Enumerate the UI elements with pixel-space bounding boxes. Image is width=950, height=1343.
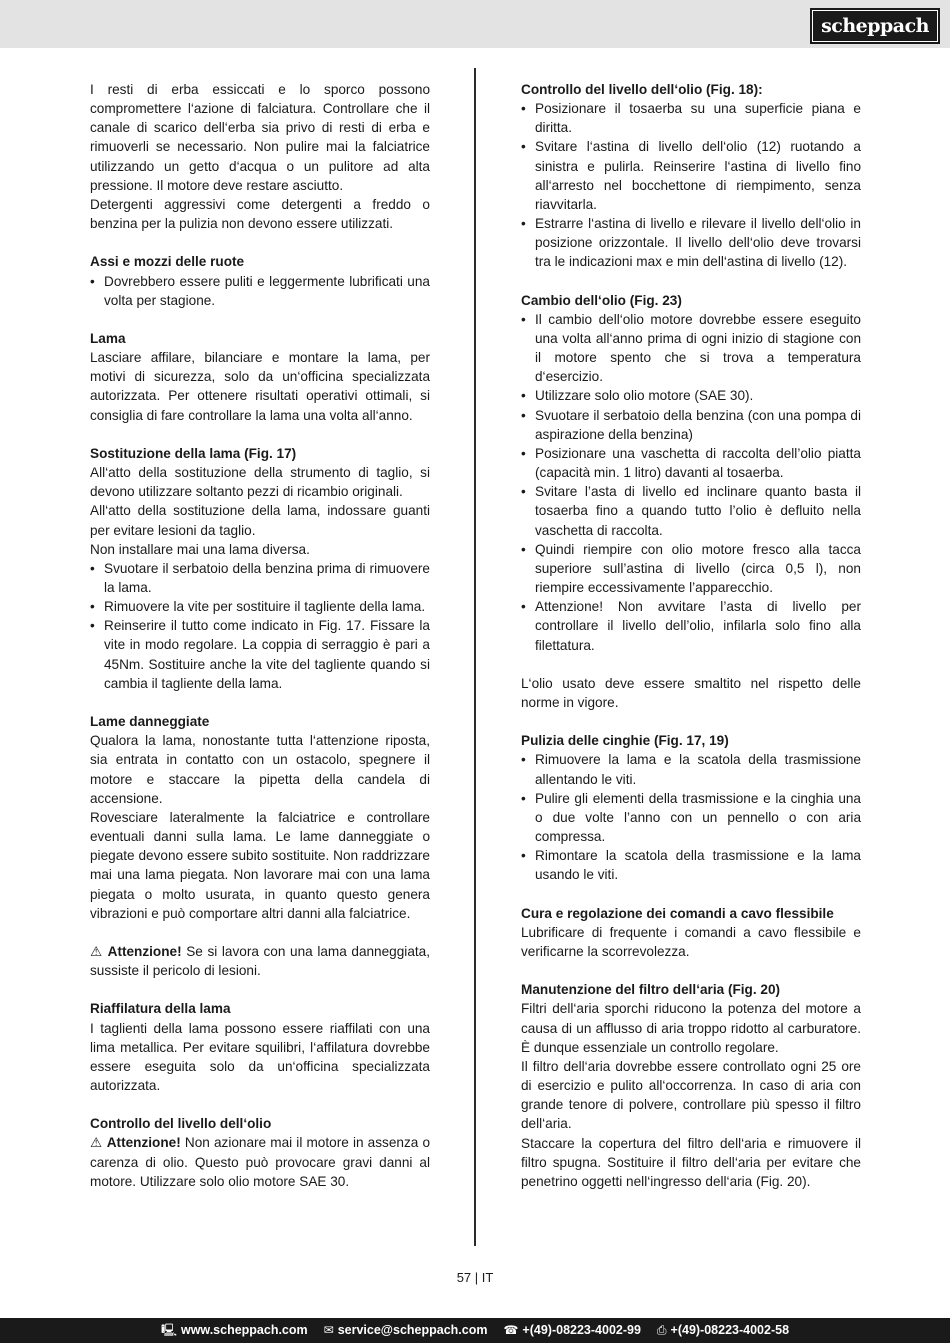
footer-website[interactable] [161, 1318, 308, 1343]
blade-replacement-list [90, 559, 430, 693]
list-item: • Reinserire il tutto come indicato in Fig. 17. Fissare la vite in modo regolare. La coppia di serraggio è pari a 45Nm. Sostituire anche la vite del tagliente quando si cambia il tagliente della lama. [90, 616, 430, 693]
blade-replacement-paragraph-3: Non installare mai una lama diversa. [90, 541, 310, 557]
air-filter-paragraph-2: Il filtro dell‘aria dovrebbe essere controllato ogni 25 ore di esercizio e pulito all‘occorrenza. In caso di aria con grande tenore di polvere, controllare più spesso il filtro dell‘aria. [521, 1058, 861, 1132]
list-item: • Svuotare il serbatoio della benzina prima di rimuovere la lama. [90, 559, 430, 597]
list-item: • Svitare l’asta di livello ed inclinare quanto basta il tosaerba fino a quando tutto l’olio è defluito nella vaschetta di raccolta. [521, 482, 861, 539]
cables-heading: Cura e regolazione dei comandi a cavo flessibile [521, 905, 834, 921]
warning-label: Attenzione! [107, 943, 182, 959]
email-text: service@scheppach.com [337, 1323, 488, 1337]
intro-paragraph-1: I resti di erba essiccati e lo sporco possono compromettere l‘azione di falciatura. Controllare che il canale di scarico dell‘erba sia privo di resti di erba e rimuoverli se necessario. Non pulire mai la falciatrice utilizzando un getto d‘acqua o un pulitore ad alta pressione. Il motore deve restare asciutto. [90, 82, 430, 193]
cables-paragraph: Lubrificare di frequente i comandi a cavo flessibile e verificarne la scorrevolezza. [521, 924, 861, 959]
footer-fax [657, 1318, 789, 1343]
air-filter-paragraph-3: Staccare la copertura del filtro dell‘aria e rimuovere il filtro spugna. Sostituire il filtro dell‘aria per evitare che penetrino oggetti nell‘ingresso dell‘aria (Fig. 20). [521, 1135, 861, 1189]
phone-icon: ☎ [503, 1323, 519, 1337]
computer-icon: 🖳︎ [160, 1323, 177, 1337]
list-item: • Pulire gli elementi della trasmissione e la cinghia una o due volte l’anno con un pennello o con aria compressa. [521, 789, 861, 846]
belts-list [521, 750, 861, 884]
scheppach-logo: scheppach [812, 10, 938, 42]
damaged-blades-paragraph-1: Qualora la lama, nonostante tutta l‘attenzione riposta, sia entrata in contatto con un ostacolo, spegnere il motore e staccare la pipetta della candela di accensione. [90, 733, 430, 806]
column-divider [474, 68, 476, 1246]
sharpening-heading: Riaffilatura della lama [90, 1001, 231, 1017]
list-item: • Svitare l‘astina di livello dell‘olio (12) ruotando a sinistra e pulirla. Reinserire l‘astina di livello fino all‘arresto nel bocchettone di riempimento, senza riavvitarla. [521, 137, 861, 214]
sharpening-paragraph: I taglienti della lama possono essere riaffilati con una lima metallica. Per evitare squilibri, l‘affilatura dovrebbe essere eseguita solo da un‘officina specializzata autorizzata. [90, 1020, 430, 1094]
list-item: • Utilizzare solo olio motore (SAE 30). [521, 386, 861, 405]
axles-list [90, 272, 430, 310]
list-item: • Dovrebbero essere puliti e leggermente lubrificati una volta per stagione. [90, 272, 430, 310]
air-filter-heading: Manutenzione del filtro dell‘aria (Fig. 20) [521, 982, 781, 998]
blade-replacement-paragraph-1: All‘atto della sostituzione della strumento di taglio, si devono utilizzare soltanto pezzi di ricambio originali. [90, 465, 430, 500]
list-item: • Il cambio dell‘olio motore dovrebbe essere eseguito una volta all‘anno prima di ogni inizio di stagione con il motore spento che si trova a temperatura d‘esercizio. [521, 310, 861, 387]
website-text: www.scheppach.com [180, 1323, 308, 1337]
list-item: • Quindi riempire con olio motore fresco alla tacca superiore sull’astina di livello (circa 0,5 l), non riempire eccessivamente l’apparecchio. [521, 540, 861, 597]
warning-text: Se si lavora con una lama danneggiata, sussiste il pericolo di lesioni. [90, 943, 430, 979]
warning-label: Attenzione! [106, 1135, 181, 1151]
blade-paragraph: Lasciare affilare, bilanciare e montare la lama, per motivi di sicurezza, solo da un‘officina specializzata autorizzata. Per ottenere risultati operativi ottimali, si consiglia di fare controllare la lama una volta all‘anno. [90, 350, 430, 423]
blade-replacement-paragraph-2: All‘atto della sostituzione della lama, indossare guanti per evitare lesioni da taglio. [90, 503, 430, 538]
phone-text: +(49)-08223-4002-99 [522, 1323, 641, 1337]
footer-email[interactable] [324, 1318, 488, 1343]
footer-bar [0, 1318, 950, 1343]
list-item: • Rimontare la scatola della trasmissione e la lama usando le viti. [521, 846, 861, 884]
right-column [521, 80, 861, 1191]
list-item: • Rimuovere la vite per sostituire il tagliente della lama. [90, 597, 430, 616]
list-item: • Posizionare una vaschetta di raccolta dell’olio piatta (capacità min. 1 litro) davanti al tosaerba. [521, 444, 861, 482]
axles-heading: Assi e mozzi delle ruote [90, 254, 245, 270]
list-item: • Svuotare il serbatoio della benzina (con una pompa di aspirazione della benzina) [521, 406, 861, 444]
warning-text: Non azionare mai il motore in assenza o carenza di olio. Questo può provocare gravi danni al motore. Utilizzare solo olio motore SAE 30. [90, 1135, 431, 1189]
mail-icon: ✉ [323, 1323, 334, 1337]
intro-paragraph-2: Detergenti aggressivi come detergenti a freddo o benzina per la pulizia non devono essere utilizzati. [90, 196, 430, 232]
left-column [90, 80, 430, 1191]
header-bar [0, 0, 950, 48]
oil-level-list [521, 99, 861, 271]
list-item: • Estrarre l‘astina di livello e rilevare il livello dell‘olio in posizione orizzontale. Il livello dell‘olio deve trovarsi tra le indicazioni max e min dell‘astina di livello (12). [521, 214, 861, 271]
list-item: • Attenzione! Non avvitare l’asta di livello per controllare il livello dell’olio, infilarla solo fino alla filettatura. [521, 597, 861, 654]
footer-phone[interactable] [503, 1318, 640, 1343]
fax-text: +(49)-08223-4002-58 [670, 1323, 790, 1337]
warning-icon: ⚠ [90, 943, 104, 959]
warning-paragraph-1 [90, 942, 430, 980]
damaged-blades-paragraph-2: Rovesciare lateralmente la falciatrice e controllare eventuali danni sulla lama. Le lame danneggiate o piegate devono essere subito sostituite. Non raddrizzare mai una lama piegata. Non lavorare mai con una lama piegata o molto usurata, in quanto questo genera vibrazioni e può comportare altri danni alla falciatrice. [90, 809, 430, 921]
belts-heading: Pulizia delle cinghie (Fig. 17, 19) [521, 733, 729, 749]
warning-paragraph-2 [90, 1133, 430, 1190]
page-number: 57 | IT [456, 1270, 494, 1285]
list-item: • Posizionare il tosaerba su una superficie piana e diritta. [521, 99, 861, 137]
fax-icon: ⎙ [656, 1323, 667, 1337]
oil-level-heading: Controllo del livello dell‘olio (Fig. 18): [521, 82, 763, 97]
oil-check-heading: Controllo del livello dell‘olio [90, 1116, 272, 1132]
blade-replacement-heading: Sostituzione della lama (Fig. 17) [90, 445, 297, 461]
oil-disposal-paragraph: L‘olio usato deve essere smaltito nel rispetto delle norme in vigore. [521, 675, 861, 710]
oil-change-heading: Cambio dell‘olio (Fig. 23) [521, 292, 682, 308]
warning-icon: ⚠ [90, 1135, 103, 1151]
damaged-blades-heading: Lame danneggiate [90, 714, 210, 730]
list-item: • Rimuovere la lama e la scatola della trasmissione allentando le viti. [521, 750, 861, 788]
blade-heading: Lama [90, 331, 126, 346]
oil-change-list [521, 310, 861, 655]
air-filter-paragraph-1: Filtri dell‘aria sporchi riducono la potenza del motore a causa di un afflusso di aria troppo ridotto al carburatore. È dunque essenziale un controllo regolare. [521, 1001, 861, 1055]
